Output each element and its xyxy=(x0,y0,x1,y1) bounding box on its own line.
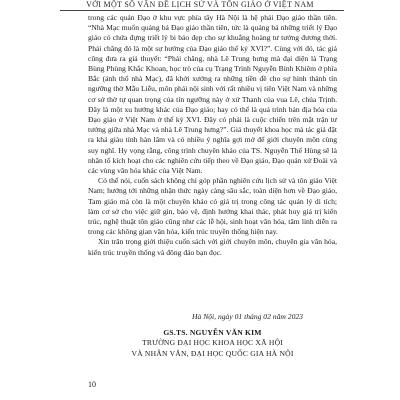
author-name: GS.TS. NGUYỄN VĂN KIM xyxy=(163,327,262,337)
author-affiliation-line-2: VÀ NHÂN VĂN, ĐẠI HỌC QUỐC GIA HÀ NỘI xyxy=(131,348,294,358)
signoff-block xyxy=(88,312,337,359)
page-number: 10 xyxy=(88,380,96,389)
running-header: VỚI MỘT SỐ VẤN ĐỀ LỊCH SỬ VÀ TÔN GIÁO Ở VIỆT NAM xyxy=(86,0,314,9)
paragraph-1: trong các quán Đạo ở khu vực phía tây Hà Nội là hệ phái Đạo giáo thần tiên. “Nhà Mạc muốn quảng bá Đạo giáo thần tiên, tức là quảng bá những triết lý Đạo giáo có chứa đựng triết lý bi bảo đẹp cho sự khuắng hoàng tư tưởng đương thời. Phải chăng đó là một sự hướng của Đạo giáo thế kỷ XVI?”. Cùng với đó, tác giả cũng đưa ra giả thuyết: “Phải chăng, nhà Lê Trung hưng mà đại diện là Trạng Bùng Phùng Khắc Khoan, học trò của cụ Trạng Trình Nguyễn Bỉnh Khiêm ở phía Bắc (ảnh thổ nhà Mạc), đã khởi xướng ra những tiền đề cho sự hình thành tín ngưỡng thờ Mẫu Liễu, môn phái nội sinh với rất nhiều vị tiên Việt Nam và những cơ sở thờ tự quan trọng của tín ngưỡng này ở xứ Thanh của vua Lê, chúa Trịnh. Đây là một xu hướng khác của Đạo giáo; hay có thể là quá trình bản địa hóa của Đạo giáo ở Việt Nam ở thế kỷ XVI. Đây có phải là cuộc chiến trên mặt trận tư tưởng giữa nhà Mạc và nhà Lê Trung hưng?”. Giả thuyết khoa học mà tác giả đặt ra khá giàu tính hàn lâm và có nhiều ý nghĩa gợi mở để giới chuyên môn cùng suy nghĩ. Hy vọng rằng, công trình chuyên khảo của TS. Nguyễn Thế Hùng sẽ là nhân tố kích hoạt cho các nghiên cứu tiếp theo về Đạo giáo, Đạo quán xứ Đoài và các vùng văn hóa khác của Việt Nam. xyxy=(88,13,337,176)
paragraph-3: Xin trân trọng giới thiệu cuốn sách với giới chuyên môn, chuyên gia văn hóa, kiến trúc truyền thống và đông đảo bạn đọc. xyxy=(88,237,337,257)
header-rule xyxy=(60,10,344,11)
page-body xyxy=(88,13,337,258)
author-affiliation-line-1: TRƯỜNG ĐẠI HỌC KHOA HỌC XÃ HỘI xyxy=(142,338,283,347)
paragraph-2: Có thể nói, cuốn sách không chỉ góp phần nghiên cứu lịch sử và tôn giáo Việt Nam; hướng tới những nhận thức ngày càng sâu sắc, toàn diện hơn về Đạo giáo, Tam giáo mà còn là một chuyên khảo có giá trị trong công tác quản lý di tích; làm cơ sở cho việc giữ gìn, bảo vệ, định hướng khai thác, phát huy giá trị kiến trúc, nghệ thuật tôn giáo cũng như các lễ hội, sinh hoạt văn hóa, tâm linh diễn ra trong các không gian văn hóa, kiến trúc truyền thống hiện nay. xyxy=(88,176,337,237)
place-date: Hà Nội, ngày 01 tháng 02 năm 2023 xyxy=(192,312,303,321)
